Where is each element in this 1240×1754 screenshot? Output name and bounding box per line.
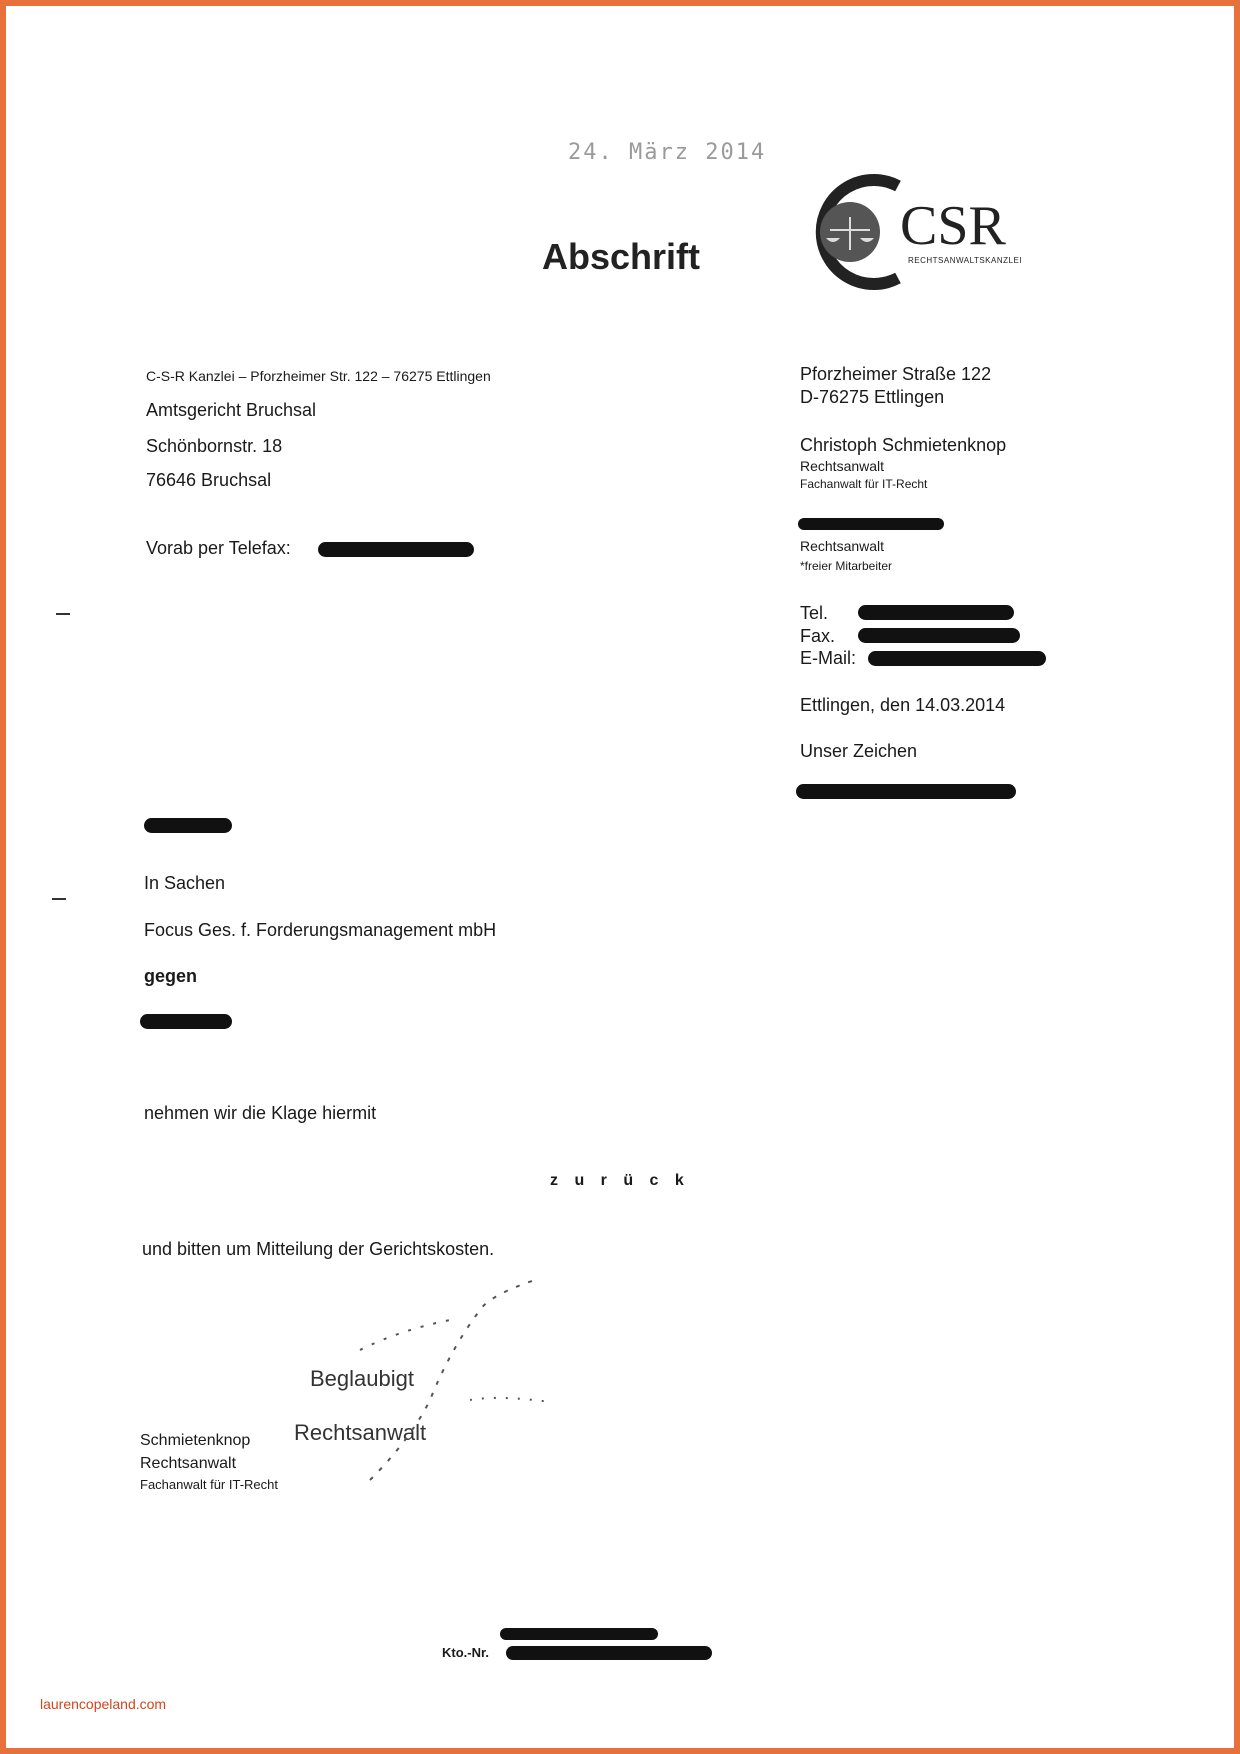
email-label: E-Mail: (800, 648, 857, 668)
redaction-reference (796, 784, 1016, 799)
certification-stamp: Beglaubigt (310, 1366, 414, 1391)
scales-emblem-icon (800, 172, 910, 292)
firm-city: D-76275 Ettlingen (800, 387, 945, 407)
sender-line: C-S-R Kanzlei – Pforzheimer Str. 122 – 76275 Ettlingen (146, 368, 491, 384)
account-label: Kto.-Nr. (442, 1645, 489, 1660)
document-heading: Abschrift (542, 236, 701, 277)
lawyer-name: Christoph Schmietenknop (800, 435, 1007, 455)
certification-title: Rechtsanwalt (294, 1420, 427, 1445)
recipient-city: 76646 Bruchsal (146, 470, 272, 490)
reference-label: Unser Zeichen (800, 741, 918, 761)
signature-name: Schmietenknop (140, 1432, 251, 1449)
fold-mark-bottom (52, 898, 66, 900)
associate-note: *freier Mitarbeiter (800, 559, 893, 573)
in-sachen: In Sachen (144, 873, 226, 893)
lawyer-specialty: Fachanwalt für IT-Recht (800, 477, 928, 491)
recipient-name: Amtsgericht Bruchsal (146, 400, 317, 420)
firm-logo (800, 172, 1030, 292)
body-line-1: nehmen wir die Klage hiermit (144, 1103, 377, 1123)
redaction-tel (858, 605, 1014, 620)
handwritten-signature (300, 1270, 560, 1500)
tel-label: Tel. (800, 603, 829, 623)
redaction-bank-name (500, 1628, 658, 1640)
redaction-defendant (140, 1014, 232, 1029)
date-line: Ettlingen, den 14.03.2014 (800, 695, 1006, 715)
lawyer-title: Rechtsanwalt (800, 458, 885, 474)
watermark-url: laurencopeland.com (40, 1696, 167, 1712)
firm-street: Pforzheimer Straße 122 (800, 364, 992, 384)
received-date-stamp: 24. März 2014 (568, 140, 767, 165)
fold-mark-top (56, 613, 70, 615)
gegen-label: gegen (144, 966, 198, 986)
logo-subtitle: RECHTSANWALTSKANZLEI (908, 256, 1023, 265)
firm-fax-label: Fax. (800, 626, 836, 646)
associate-title: Rechtsanwalt (800, 538, 885, 554)
logo-text: CSR (900, 195, 1006, 257)
redaction-firm-fax (858, 628, 1020, 643)
zurueck: z u r ü c k (550, 1172, 690, 1189)
plaintiff-name: Focus Ges. f. Forderungsmanagement mbH (144, 920, 497, 940)
recipient-street: Schönbornstr. 18 (146, 436, 283, 456)
redaction-account-number (506, 1646, 712, 1660)
signature-title: Rechtsanwalt (140, 1455, 237, 1472)
fax-label: Vorab per Telefax: (146, 538, 291, 558)
redaction-case-number (144, 818, 232, 833)
body-line-2: und bitten um Mitteilung der Gerichtskosten. (142, 1239, 495, 1259)
redaction-associate-name (798, 518, 944, 530)
redaction-email (868, 651, 1046, 666)
redaction-fax (318, 542, 474, 557)
signature-specialty: Fachanwalt für IT-Recht (140, 1477, 278, 1492)
